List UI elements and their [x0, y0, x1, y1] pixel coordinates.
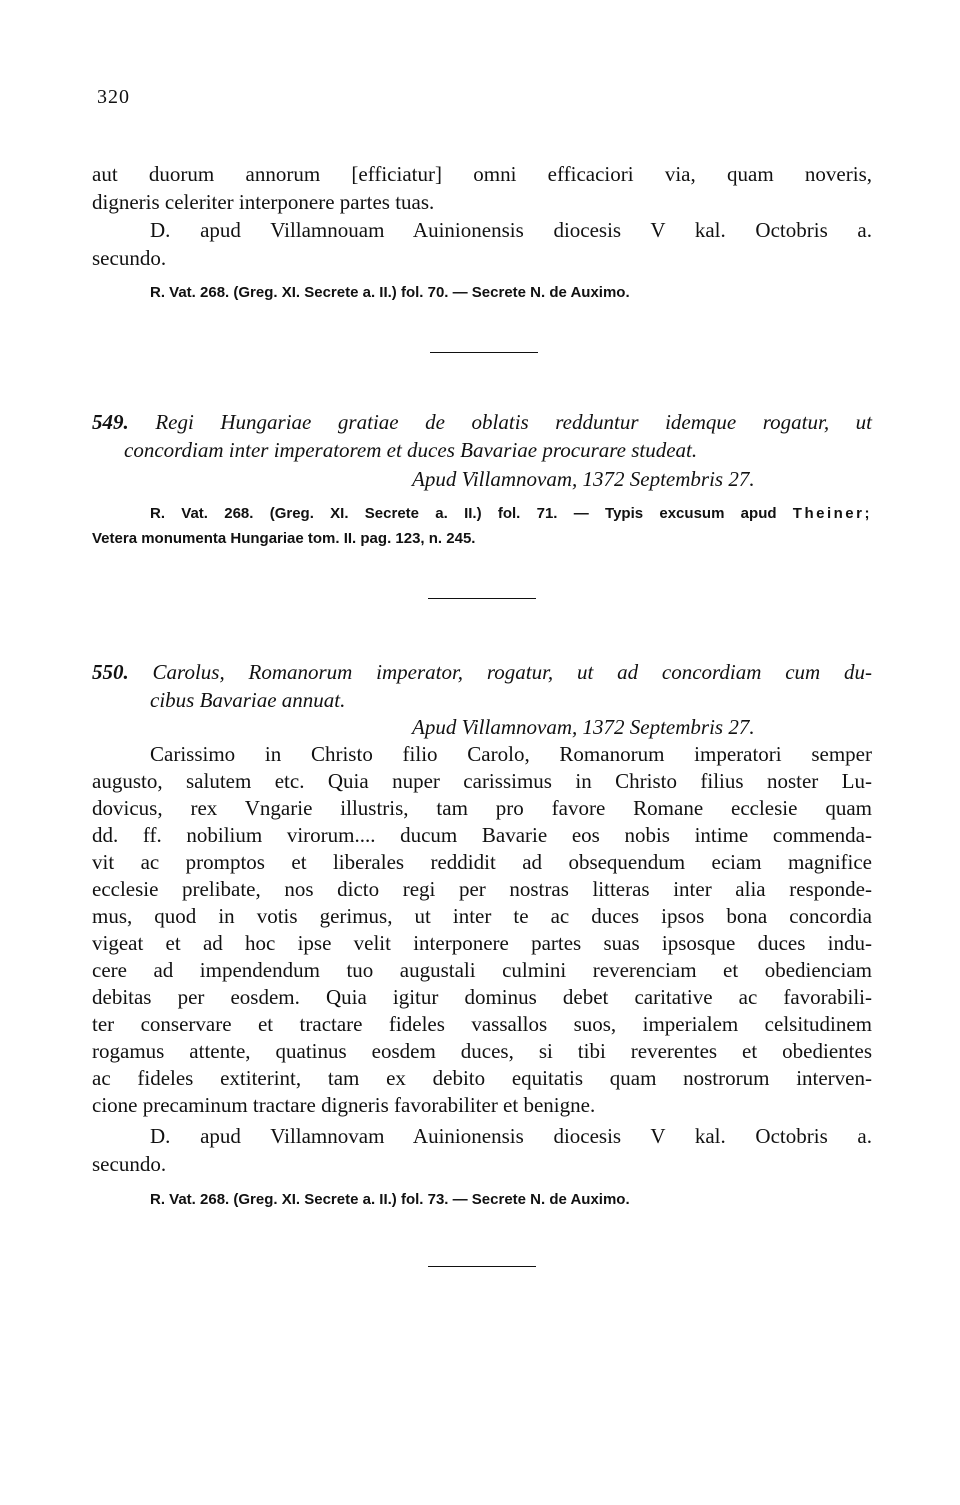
summary-line: cibus Bavariae annuat. [150, 688, 346, 712]
text-line: digneris celeriter interponere partes tuas. [92, 190, 435, 214]
document-number: 550. [92, 660, 129, 684]
body-line: rogamus attente, quatinus eosdem duces, si tibi reverentes et obedientes [92, 1039, 872, 1063]
summary-line [92, 658, 872, 686]
separator-rule [428, 598, 536, 599]
body-line: dovicus, rex Vngarie illustris, tam pro favore Romane ecclesie quam [92, 796, 872, 820]
dateline: Apud Villamnovam, 1372 Septembris 27. [412, 467, 755, 491]
body-line: ac fideles extiterint, tam ex debito equitatis quam nostrorum interven- [92, 1066, 872, 1090]
text-line: D. apud Villamnouam Auinionensis diocesis V kal. Octobris a. [150, 218, 872, 242]
dateline: Apud Villamnovam, 1372 Septembris 27. [412, 715, 755, 739]
reference-text: R. Vat. 268. (Greg. XI. Secrete a. II.) fol. 71. — Typis excusum apud [150, 505, 777, 522]
document-number: 549. [92, 410, 129, 434]
body-line: debitas per eosdem. Quia igitur dominus debet caritative ac favorabili- [92, 985, 872, 1009]
archival-reference [150, 503, 872, 525]
body-line: ecclesie prelibate, nos dicto regi per nostras litteras inter alia responde- [92, 877, 872, 901]
summary-line: concordiam inter imperatorem et duces Bavariae procurare studeat. [124, 438, 698, 462]
text-line: aut duorum annorum [efficiatur] omni efficaciori via, quam noveris, [92, 162, 872, 186]
body-line: mus, quod in votis gerimus, ut inter te ac duces ipsos bona concordia [92, 904, 872, 928]
body-line: augusto, salutem etc. Quia nuper carissimus in Christo filius noster Lu- [92, 769, 872, 793]
body-line: cere ad impendendum tuo augustali culmini reverenciam et obedienciam [92, 958, 872, 982]
body-line: ter conservare et tractare fideles vassallos suos, imperialem celsitudinem [92, 1012, 872, 1036]
closing-line: secundo. [92, 1152, 167, 1176]
page-number: 320 [97, 86, 130, 108]
body-line: Carissimo in Christo filio Carolo, Romanorum imperatori semper [150, 742, 872, 766]
archival-reference: R. Vat. 268. (Greg. XI. Secrete a. II.) fol. 70. — Secrete N. de Auximo. [150, 284, 630, 301]
archival-reference: Vetera monumenta Hungariae tom. II. pag. 123, n. 245. [92, 530, 476, 547]
summary-text: Carolus, Romanorum imperator, rogatur, ut ad concordiam cum du- [152, 660, 872, 684]
body-line: cione precaminum tractare digneris favorabiliter et benigne. [92, 1093, 596, 1117]
separator-rule [430, 352, 538, 353]
closing-line: D. apud Villamnovam Auinionensis diocesis V kal. Octobris a. [150, 1124, 872, 1148]
summary-text: Regi Hungariae gratiae de oblatis redduntur idemque rogatur, ut [155, 410, 873, 434]
reference-author: Theiner; [792, 505, 872, 522]
text-line: secundo. [92, 246, 167, 270]
body-line: vit ac promptos et liberales reddidit ad obsequendum eciam magnifice [92, 850, 872, 874]
separator-rule [428, 1266, 536, 1267]
archival-reference: R. Vat. 268. (Greg. XI. Secrete a. II.) fol. 73. — Secrete N. de Auximo. [150, 1191, 630, 1208]
summary-line [92, 408, 872, 436]
body-line: dd. ff. nobilium virorum.... ducum Bavarie eos nobis intime commenda- [92, 823, 872, 847]
body-line: vigeat et ad hoc ipse velit interponere partes suas ipsosque duces indu- [92, 931, 872, 955]
